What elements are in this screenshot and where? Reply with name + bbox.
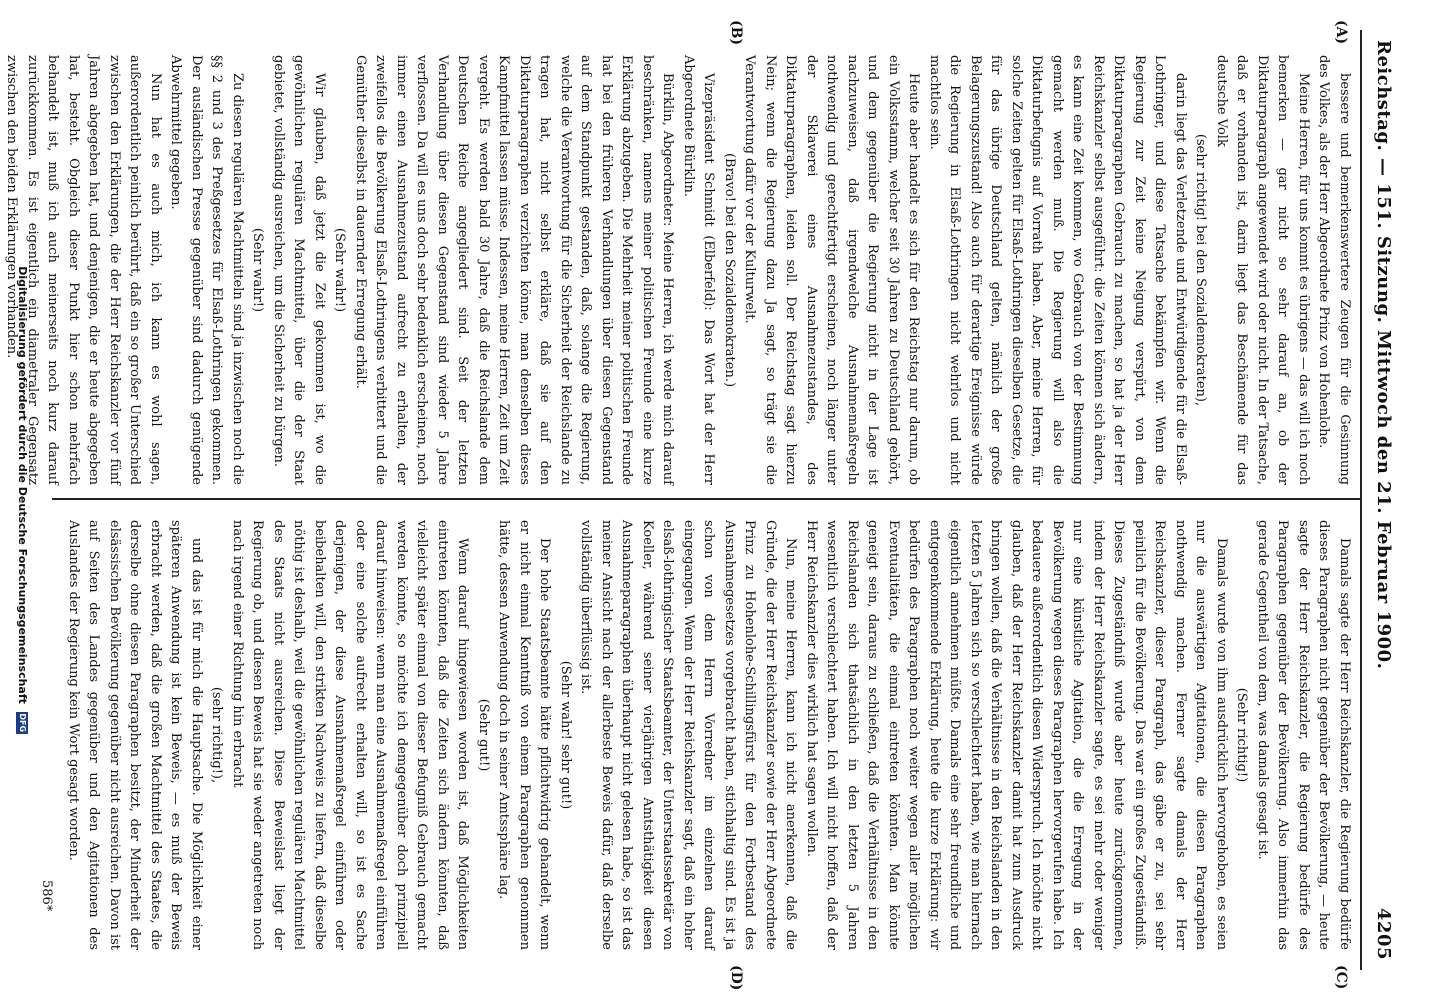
interjection: (Bravo! bei den Sozialdemokraten.) [722, 152, 737, 388]
interjection: (sehr richtig!), [209, 686, 225, 784]
paragraph: Nun hat es auch mich, ich kann es wohl sagen, außerordentlich peinlich berührt, daß ein so großer Unterschied zwischen den Erklärungen, die der Herr Reichskanzler vor fünf Jahren abgegeben hat, und denjenigen, die er heute abgegeben hat, besteht. Obgleich dieser Punkt hier schon mehrfach behandelt ist, muß ich auch meinerseits noch kurz darauf zurückkommen. Es ist eigentlich ein diametraler Gegensatz zwischen den beiden Erklärungen vorhanden. [4, 55, 163, 485]
paragraph: bessere und bemerkenswertere Zeugen für die Gesinnung des Volkes, als der Herr Abgeordnete Prinz von Hohenlohe. [1316, 55, 1352, 485]
interjection: (Sehr wahr!) [250, 227, 266, 313]
dfg-logo: DFG [18, 713, 27, 733]
paragraph: Bürklin, Abgeordneter: Meine Herren, ich werde mich darauf beschränken, namens meiner politischen Freunde eine kurze Erklärung abzugeben. Die Mehrheit meiner politischen Freunde hat bei den früheren Verhandlungen über diesen Gegenstand auf dem Standpunkt gestanden, daß, solange die Regierung, welche die Verantwortung für die Sicherheit der Reichslande zu tragen hat, nicht selbst erkläre, daß sie auf den Diktaturparagraphen verzichten könne, man denselben dieses Kampfmittel lassen müsse. Indessen, meine Herren, Zeit um Zeit vergeht. Es werden bald 30 Jahre, daß die Reichslande dem Deutschen Reiche angegliedert sind. Seit der letzten Verhandlung über diesen Gegenstand sind wieder 5 Jahre verflossen. Da will es uns doch sehr bedenklich erscheinen, noch immer einen Ausnahmezustand aufrecht zu erhalten, der zweifellos die Bevölkerung Elsaß-Lothringens verbittert und die Gemüther dieselbst in dauernder Erregung erhält. [353, 55, 676, 485]
margin-letter-b: (B) [728, 20, 744, 46]
interjection: (sehr richtig! bei den Sozialdemokraten), [1193, 133, 1209, 407]
right-column [54, 520, 1354, 950]
page-number: 4205 [1373, 907, 1395, 960]
paragraph: darin liegt das Verletzende und Entwürdigende für die Elsaß-Lothringer, und diese Tatsache bekämpfen wir. Wenn die Regierung zur Zeit keine Neigung verspürt, von dem Diktaturparagraphen Gebrauch zu machen, so hat ja der Herr Reichskanzler selbst ausgeführt: die Zeiten können sich ändern, es kann eine Zeit kommen, wo Gebrauch von der Bestimmung gemacht werden muß. Die Regierung will also die Diktaturbefugnis auf Vorrath haben. Aber, meine Herren, für solche Zeiten gelten für Elsaß-Lothringen dieselben Gesetze, die für das übrige Deutschland gelten, nämlich der große Belagerungszustand! Also auch für derartige Ereignisse würde die Regierung in Elsaß-Lothringen nicht wehrlos und nicht machtlos sein. [927, 55, 1188, 485]
paragraph: Meine Herren, für uns kommt es übrigens — das will ich noch bemerken — gar nicht so sehr darauf an, ob der Diktaturparagraph angewendet wird oder nicht. In der Tatsache, daß er vorhanden ist, darin liegt das Beschämende für das deutsche Volk [1214, 55, 1311, 485]
credit-text: Digitalisierung gefördert durch die Deutsche Forschungsgemeinschaft [16, 266, 29, 704]
paragraph: Vizepräsident Schmidt (Elberfeld): Das Wort hat der Herr Abgeordnete Bürklin. [681, 55, 717, 485]
margin-letter-c: (C) [1333, 965, 1349, 990]
paragraph: Wenn darauf hingewiesen worden ist, daß Möglichkeiten eintreten könnten, daß die Zeiten sich ändern könnten, daß vielleicht später einmal von dieser Befugniß Gebrauch gemacht werden könnte, so möchte ich demgegenüber doch prinzipiell darauf hinweisen: wenn man eine Ausnahmemaßregel einführen oder eine solche aufrecht erhalten will, so ist es Sache derjenigen, der diese Ausnahmemaßregel einführen oder beibehalten will, den strikten Nachweis zu liefern, daß dieselbe nöthig ist deshalb, weil die gewöhnlichen regulären Machtmittel des Staats nicht ausreichen. Diese Beweislast liegt der Regierung ob, und diesen Beweis hat sie weder angetreten noch nach irgend einer Richtung hin erbracht [230, 520, 471, 950]
paragraph: und das ist für mich die Hauptsache. Die Möglichkeit einer späteren Anwendung ist kein Beweis, — es muß der Beweis erbracht werden, daß die großen Machtmittel des Staates, die derselbe ohne diesen Paragraphen besitzt, der Minderheit der elsässischen Bevölkerung gegenüber nicht ausreichen. Davon ist auf Seiten des Landes gegenüber und den Agitationen des Auslandes der Regierung kein Wort gesagt worden. [66, 520, 204, 950]
header-rule [1360, 30, 1362, 970]
interjection: (Sehr wahr!) [332, 227, 348, 313]
page-header [1364, 40, 1404, 960]
digitization-credit [16, 0, 29, 1000]
paragraph: Der hohe Staatsbeamte hätte pflichtwidrig gehandelt, wenn er nicht einmal Kenntniß von einem Paragraphen genommen hätte, dessen Anwendung doch in seiner Amtssphäre lag. [496, 520, 553, 950]
paragraph: Nun, meine Herren, kann ich nicht anerkennen, daß die Gründe, die der Herr Reichskanzler sowie der Herr Abgeordnete Prinz zu Hohenlohe-Schillingsfürst für den Fortbestand des Ausnahmegesetzes vorgebracht haben, stichhaltig sind. Es ist ja schon von dem Herrn Vorredner im einzelnen darauf eingegangen. Wenn der Herr Reichskanzler sagt, daß ein hoher elsaß-lothringischer Staatsbeamter, der Unterstaatssekretär von Koeller, während seiner vierjährigen Amtsthätigkeit diesen Ausnahmeparagraphen überhaupt nicht gelesen habe, so ist das meiner Ansicht nach der allerbeste Beweis dafür, daß derselbe vollständig überflüssig ist. [578, 520, 799, 950]
interjection: (Sehr wahr! sehr gut!) [558, 660, 573, 810]
margin-letter-a: (A) [1333, 20, 1349, 45]
paragraph: Heute aber handelt es sich für den Reichstag nur darum, ob ein Volksstamm, welcher seit 30 Jahren zu Deutschland gehört, und dem gegenüber die Regierung nicht in der Lage ist nachzuweisen, daß irgendwelche Ausnahmemaßregeln nothwendig und gerechtfertigt erscheinen, noch länger unter der Sklaverei eines Ausnahmezustandes, des Diktaturparagraphen, leiden soll. Der Reichstag sagt hierzu Nein; wenn die Regierung dazu Ja sagt, so trägt sie die Verantwortung dafür vor der Kulturwelt. [742, 55, 922, 485]
column-divider [52, 498, 1362, 500]
interjection: (Sehr gut!) [476, 698, 491, 772]
signature-mark: 586* [39, 880, 54, 912]
interjection: (Sehr richtig!) [1234, 687, 1250, 783]
paragraph: Damals wurde von ihm ausdrücklich hervorgehoben, es seien nur die auswärtigen Agitationen, die diesen Paragraphen nothwendig machen. Ferner sagte damals der Herr Reichskanzler, dieser Paragraph, das gäbe er zu, sei sehr peinlich für die Bevölkerung. Das war ein großes Zugeständniß. Dieses Zugeständniß wurde aber heute zurückgenommen, indem der Herr Reichskanzler sagte, es sei mehr oder weniger nur eine künstliche Agitation, die die Erregung in der Bevölkerung wegen dieses Paragraphen hervorgerufen habe. Ich bedauere außerordentlich diesen Widerspruch. Ich möchte nicht glauben, daß der Herr Reichskanzler damit hat zum Ausdruck bringen wollen, daß die Verhältnisse in den Reichslanden in den letzten 5 Jahren sich so verschlechtert haben, wie man hiernach eigentlich annehmen müßte. Damals eine sehr freundliche und entgegenkommende Erklärung, heute die kurze Erklärung: wir bedürfen des Paragraphen noch weiter wegen aller möglichen Eventualitäten, die einmal eintreten könnten. Man könnte geneigt sein, daraus zu schließen, daß die Verhältnisse in den Reichslanden sich thatsächlich in den letzten 5 Jahren wesentlich verschlechtert haben. Ich will nicht hoffen, daß der Herr Reichskanzler dies wirklich hat sagen wollen. [804, 520, 1229, 950]
paragraph: Wir glauben, daß jetzt die Zeit gekommen ist, wo die gewöhnlichen regulären Machtmittel, über die der Staat gebietet, vollständig ausreichen, um die Sicherheit zu bürgen. [271, 55, 327, 485]
header-title: Reichstag. — 151. Sitzung. Mittwoch den 21. Februar 1900. [1373, 40, 1395, 670]
paragraph: Zu diesen regulären Machtmitteln sind ja inzwischen noch die §§ 2 und 3 des Preßgesetzes für Elsaß-Lothringen gekommen. Der ausländischen Presse gegenüber sind dadurch genügende Abwehrmittel gegeben. [168, 55, 245, 485]
paragraph: Damals sagte der Herr Reichskanzler, die Regierung bedürfe dieses Paragraphen nicht gegenüber der Bevölkerung, — heute sagte der Herr Reichskanzler, die Regierung bedürfe des Paragraphen gegenüber der Bevölkerung. Also immerhin das gerade Gegentheil von dem, was damals gesagt ist. [1255, 520, 1352, 950]
margin-letter-d: (D) [728, 965, 744, 991]
